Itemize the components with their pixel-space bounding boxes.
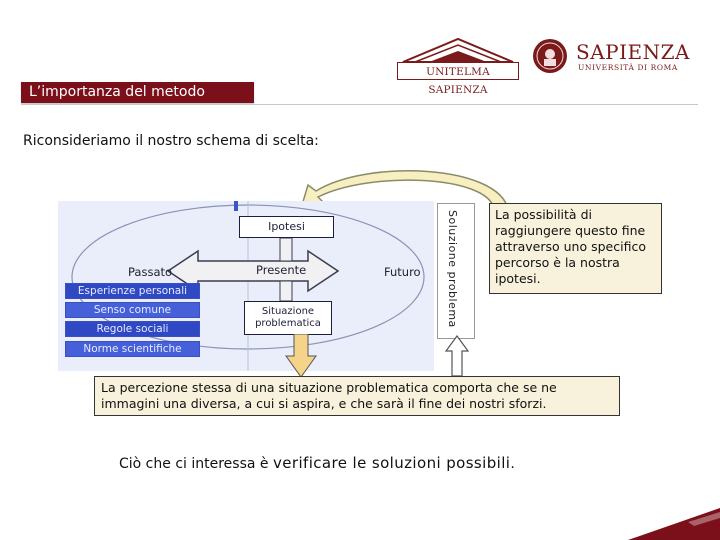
sapienza-subtitle: UNIVERSITÀ DI ROMA — [578, 63, 678, 72]
intro-text: Riconsideriamo il nostro schema di scelta: — [23, 133, 319, 149]
slide-title-bar — [21, 82, 254, 103]
conclusion-prefix: Ciò che ci interessa è — [119, 456, 273, 472]
choice-diagram — [58, 201, 434, 371]
hypothesis-callout: La possibilità di raggiungere questo fine attraverso uno specifico percorso è la nostra ipotesi. — [489, 203, 662, 294]
down-arrow-icon — [285, 334, 317, 378]
side-item-senso-comune: Senso comune — [65, 302, 200, 318]
presente-label: Presente — [256, 263, 307, 277]
unitelma-roof-icon — [397, 36, 519, 64]
soluzione-problema-box — [437, 203, 475, 339]
situazione-line1: Situazione — [261, 306, 315, 317]
unitelma-logo — [397, 36, 519, 96]
slide-title: L’importanza del metodo — [29, 84, 205, 100]
sapienza-name: SAPIENZA — [576, 40, 690, 64]
soluzione-problema-label: Soluzione problema — [446, 210, 459, 328]
up-arrow-icon — [445, 335, 469, 377]
ipotesi-box: Ipotesi — [239, 216, 334, 238]
passato-label: Passato — [128, 265, 173, 279]
futuro-label: Futuro — [384, 265, 421, 279]
title-divider — [21, 104, 698, 105]
situazione-line2: problematica — [255, 318, 321, 329]
conclusion-text — [119, 454, 515, 472]
perception-callout: La percezione stessa di una situazione problematica comporta che se ne immagini una diversa, a cui si aspira, e che sarà il fine dei nostri sforzi. — [94, 376, 620, 416]
side-item-esperienze: Esperienze personali — [65, 283, 200, 299]
conclusion-suffix: . — [510, 456, 515, 472]
unitelma-logo-text: UNITELMA SAPIENZA — [397, 62, 519, 80]
side-item-regole-sociali: Regole sociali — [65, 321, 200, 337]
conclusion-emphasis: verificare le soluzioni possibili — [272, 454, 511, 472]
situazione-problematica-box — [244, 301, 332, 335]
side-item-norme-scientifiche: Norme scientifiche — [65, 341, 200, 357]
sapienza-seal-icon — [532, 38, 568, 74]
corner-decoration — [628, 508, 720, 540]
